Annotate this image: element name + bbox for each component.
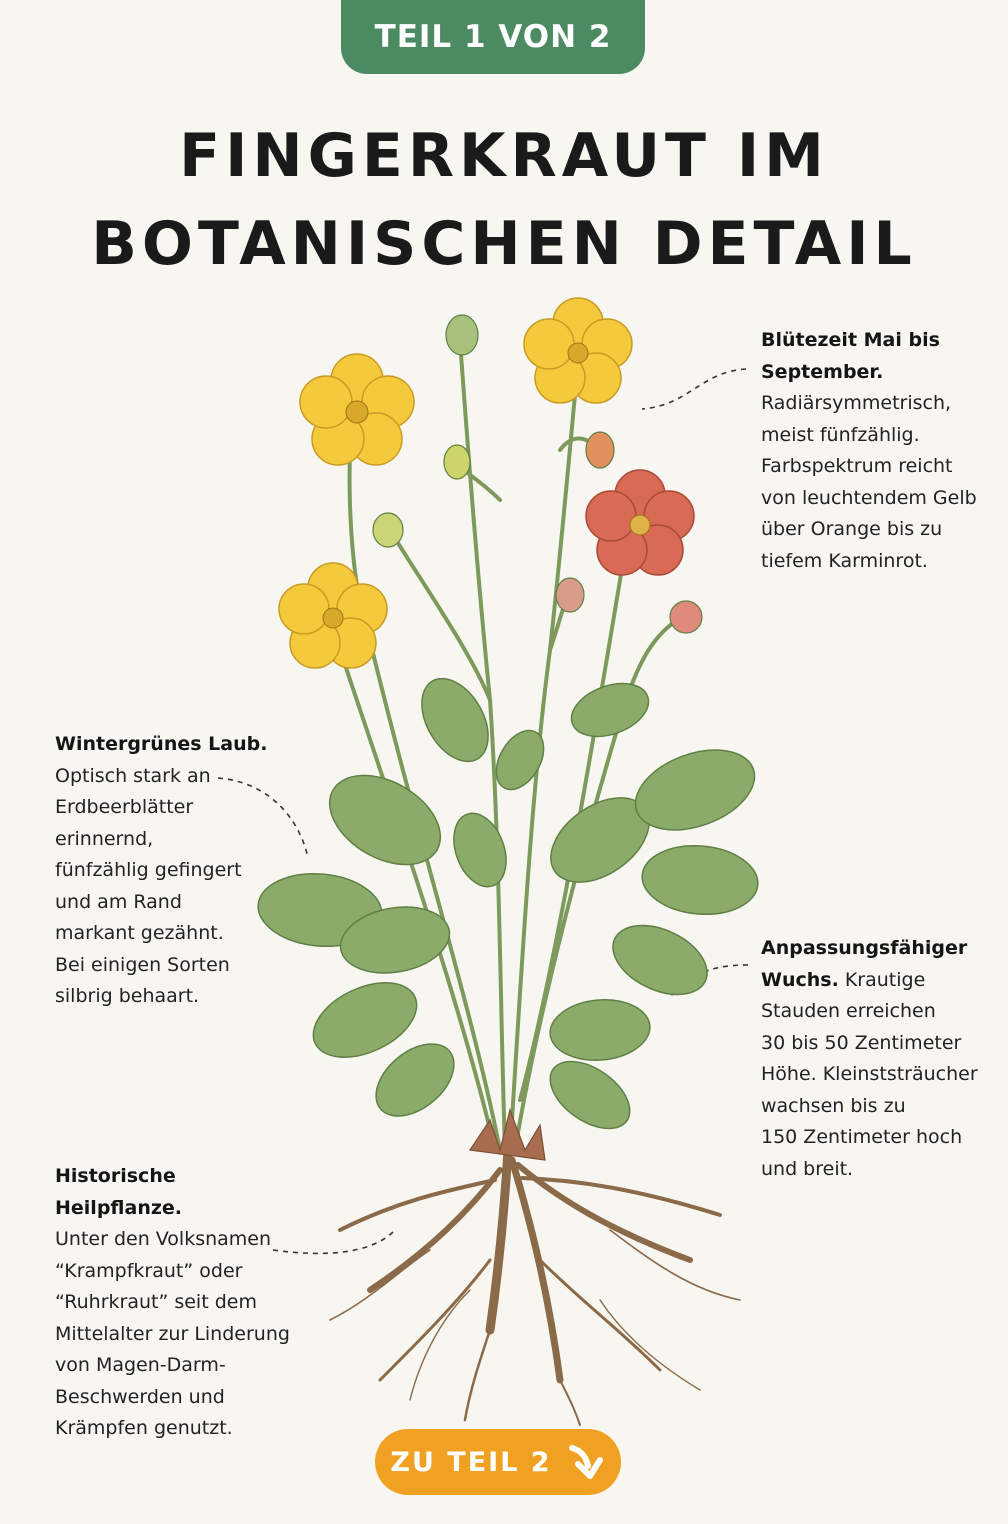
leaf (548, 996, 653, 1064)
bud (556, 578, 584, 612)
note-line: markant gezähnt. (55, 922, 224, 944)
note-line: Radiärsymmetrisch, (761, 392, 952, 414)
flower-yellow-3 (279, 563, 387, 668)
next-part-label: ZU TEIL 2 (390, 1446, 552, 1478)
note-line: Bei einigen Sorten (55, 953, 230, 976)
note-line: Unter den Volksnamen (55, 1228, 272, 1250)
flower-red (586, 470, 694, 575)
bud (670, 601, 702, 633)
note-bluetezeit-heading-1: Blütezeit Mai bis (761, 329, 940, 351)
note-line: fünfzählig gefingert (55, 859, 242, 881)
next-part-button[interactable] (375, 1429, 621, 1495)
note-wuchs (761, 933, 996, 1185)
note-line: “Ruhrkraut” seit dem (55, 1291, 257, 1313)
note-line: Erdbeerblätter (55, 796, 194, 818)
note-line: Farbspektrum reicht (761, 455, 953, 477)
arrow-down-right-icon (566, 1442, 606, 1482)
note-line: erinnernd, (55, 827, 154, 850)
title-line-2: BOTANISCHEN DETAIL (91, 209, 917, 279)
note-laub-heading: Wintergrünes Laub. (55, 733, 268, 755)
note-heil-heading-1: Historische (55, 1165, 176, 1187)
note-line: silbrig behaart. (55, 985, 200, 1007)
note-line: “Krampfkraut” oder (55, 1259, 243, 1282)
note-line: Krautige (838, 968, 926, 991)
flower-yellow-2 (524, 298, 632, 403)
note-bluetezeit (761, 325, 991, 577)
note-line: Optisch stark an (55, 764, 211, 787)
crown (470, 1110, 545, 1160)
note-line: wachsen bis zu (761, 1094, 906, 1117)
note-line: Höhe. Kleinststräucher (761, 1063, 978, 1085)
title-line-1: FINGERKRAUT IM (179, 121, 829, 191)
leaf (602, 912, 718, 1009)
note-heilpflanze (55, 1161, 295, 1445)
part-badge: TEIL 1 VON 2 (341, 0, 645, 74)
note-line: von leuchtendem Gelb (761, 486, 977, 509)
bud (373, 513, 403, 547)
note-line: 30 bis 50 Zentimeter (761, 1031, 962, 1054)
note-line: meist fünfzählig. (761, 423, 920, 446)
note-wuchs-heading-1: Anpassungsfähiger (761, 937, 968, 959)
note-line: tiefem Karminrot. (761, 549, 928, 572)
note-line: von Magen-Darm- (55, 1354, 226, 1376)
roots (330, 1150, 740, 1425)
leaf (564, 674, 656, 746)
note-line: und am Rand (55, 890, 182, 913)
leaf (444, 806, 515, 894)
note-bluetezeit-heading-2: September. (761, 360, 884, 383)
note-heil-heading-2: Heilpflanze. (55, 1196, 183, 1219)
note-line: Beschwerden und (55, 1385, 225, 1408)
leaf (538, 1048, 642, 1142)
note-line: über Orange bis zu (761, 518, 943, 540)
note-line: Stauden erreichen (761, 1000, 936, 1022)
bud (586, 432, 614, 468)
note-line: Mittelalter zur Linderung (55, 1322, 290, 1345)
flower-yellow-1 (300, 354, 414, 465)
note-laub (55, 729, 275, 1013)
bud (446, 315, 478, 355)
note-wuchs-heading-row (761, 965, 996, 997)
note-wuchs-heading-2: Wuchs. (761, 968, 839, 991)
leaf (314, 757, 456, 883)
bud (444, 445, 470, 479)
note-line: und breit. (761, 1157, 854, 1180)
leader-line-bluete (642, 369, 746, 409)
leaf (639, 841, 760, 919)
note-line: Krämpfen genutzt. (55, 1417, 233, 1439)
note-line: 150 Zentimeter hoch (761, 1126, 963, 1148)
leaves (255, 667, 765, 1142)
